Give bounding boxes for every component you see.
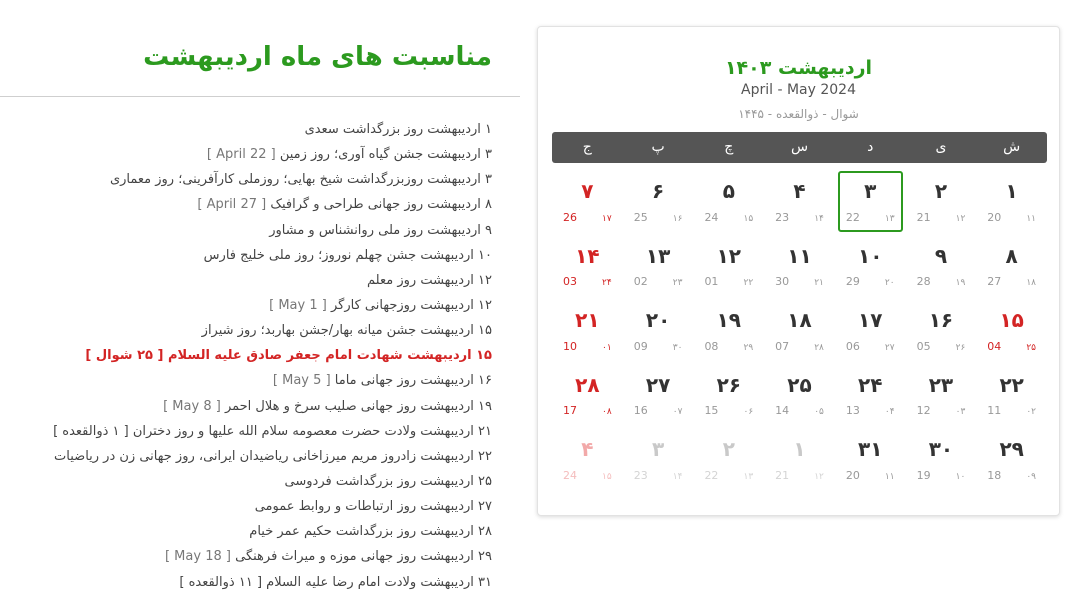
- event-text: ۱۲ اردیبهشت روز معلم: [367, 272, 492, 288]
- day-number: ۱۸: [787, 308, 812, 332]
- day-hijri: ۲۳: [672, 278, 683, 288]
- day-gregorian: 30: [775, 275, 790, 288]
- day-cell[interactable]: [696, 300, 761, 361]
- event-item: [12, 243, 492, 268]
- event-text: ۲۵ اردیبهشت روز بزرگداشت فردوسی: [284, 473, 492, 489]
- weekday-label: د: [867, 139, 874, 155]
- day-number: ۲: [722, 437, 735, 461]
- day-cell[interactable]: [626, 365, 691, 426]
- calendar-title: اردیبهشت ۱۴۰۳: [724, 57, 873, 79]
- event-item: [12, 368, 492, 393]
- event-item: [12, 192, 492, 217]
- event-text: ۲۱ اردیبهشت ولادت حضرت معصومه سلام الله علیها و روز دختران [ ۱ ذوالقعده ]: [53, 423, 492, 439]
- event-item: [12, 167, 492, 192]
- day-cell[interactable]: [696, 365, 761, 426]
- event-item: [12, 469, 492, 494]
- day-hijri: ۰۹: [1026, 471, 1036, 482]
- day-number: ۱۹: [716, 308, 741, 332]
- day-gregorian: 08: [704, 339, 719, 353]
- day-gregorian: 07: [775, 339, 790, 353]
- day-cell[interactable]: [696, 429, 761, 490]
- day-gregorian: 21: [775, 468, 790, 482]
- day-hijri: ۱۸: [1026, 278, 1036, 288]
- day-hijri: ۱۵: [743, 213, 754, 224]
- day-gregorian: 27: [987, 275, 1002, 288]
- weekday-label: ج: [582, 139, 592, 155]
- event-text: ۱۹ اردیبهشت روز جهانی صلیب سرخ و هلال احمر: [224, 398, 492, 414]
- day-hijri: ۱۲: [814, 471, 824, 482]
- day-number: ۲۷: [645, 372, 671, 397]
- day-cell[interactable]: [979, 429, 1044, 490]
- day-number: ۸: [1005, 243, 1018, 268]
- event-item: [12, 444, 492, 469]
- event-text: ۱۵ اردیبهشت جشن میانه بهار/جشن بهاربد؛ روز شیراز: [201, 323, 492, 339]
- day-gregorian: 23: [633, 468, 648, 482]
- day-gregorian: 17: [563, 404, 577, 417]
- day-cell[interactable]: [555, 429, 620, 490]
- day-cell[interactable]: [979, 171, 1044, 232]
- day-hijri: ۱۳: [743, 471, 754, 482]
- event-item: [12, 570, 492, 595]
- day-cell[interactable]: [767, 429, 832, 490]
- day-gregorian: 10: [563, 339, 577, 353]
- day-number: ۱۷: [858, 308, 883, 332]
- day-gregorian: 14: [775, 404, 790, 417]
- day-gregorian: 23: [775, 210, 790, 224]
- event-item: [12, 394, 492, 419]
- day-hijri: ۲۱: [814, 278, 824, 288]
- day-number: ۲: [934, 179, 948, 203]
- day-number: ۱۵: [999, 308, 1024, 332]
- day-cell[interactable]: [555, 300, 620, 361]
- day-hijri: ۰۵: [814, 407, 824, 417]
- event-text: ۱۰ اردیبهشت جشن چهلم نوروز؛ روز ملی خلیج فارس: [203, 247, 492, 263]
- day-gregorian: 22: [704, 468, 719, 482]
- day-number: ۵: [722, 179, 735, 203]
- event-text: ۳ اردیبهشت روزبزرگداشت شیخ بهایی؛ روزملی کارآفرینی؛ روز معماری: [109, 172, 492, 188]
- day-gregorian: 22: [845, 210, 860, 224]
- day-cell[interactable]: [909, 236, 974, 297]
- event-text: ۱۵ اردیبهشت شهادت امام جعفر صادق علیه السلام [ ۲۵ شوال ]: [85, 348, 492, 364]
- event-text: ۹ اردیبهشت روز ملی روانشناس و مشاور: [269, 222, 492, 238]
- weekday-label: ی: [935, 139, 947, 155]
- day-hijri: ۲۷: [884, 342, 895, 353]
- event-item: [12, 419, 492, 444]
- day-cell[interactable]: [555, 236, 620, 297]
- day-gregorian: 09: [633, 339, 648, 353]
- day-hijri: ۲۵: [1026, 342, 1036, 353]
- day-number: ۶: [651, 179, 665, 203]
- calendar-grid: [552, 171, 1047, 494]
- weekday-header: [552, 132, 1047, 163]
- weekday-label: س: [790, 139, 809, 155]
- event-text: ۲۲ اردیبهشت زادروز مریم میرزاخانی ریاضیدان ایرانی، روز جهانی زن در ریاضیات: [54, 448, 492, 464]
- title-divider: [0, 96, 520, 97]
- day-number: ۲۱: [575, 308, 600, 332]
- event-text: ۳ اردیبهشت جشن گیاه آوری؛ روز زمین: [279, 147, 492, 163]
- day-number: ۳۰: [928, 437, 954, 461]
- day-gregorian: 21: [916, 210, 931, 224]
- day-hijri: ۱۱: [884, 471, 895, 482]
- day-number: ۱: [793, 437, 806, 461]
- day-number: ۱۰: [858, 243, 883, 268]
- event-item: [12, 293, 492, 318]
- day-hijri: ۰۲: [1026, 407, 1036, 417]
- day-hijri: ۲۸: [814, 342, 824, 353]
- day-hijri: ۱۵: [602, 471, 612, 482]
- day-cell[interactable]: [838, 236, 903, 297]
- event-item: [12, 494, 492, 519]
- event-gregorian-date: [ 22 April ]: [206, 147, 276, 163]
- day-number: ۷: [581, 179, 594, 203]
- day-gregorian: 24: [563, 468, 577, 482]
- event-gregorian-date: [ 8 May ]: [163, 398, 221, 414]
- day-cell[interactable]: [626, 236, 691, 297]
- day-number: ۲۸: [575, 372, 600, 397]
- day-cell[interactable]: [767, 300, 832, 361]
- day-gregorian: 26: [563, 210, 577, 224]
- day-gregorian: 18: [987, 468, 1002, 482]
- day-gregorian: 12: [916, 404, 931, 417]
- weekday-label: ش: [1003, 139, 1021, 155]
- day-hijri: ۲۶: [955, 342, 966, 353]
- day-cell[interactable]: [909, 365, 974, 426]
- day-number: ۱۶: [928, 308, 954, 332]
- day-gregorian: 13: [845, 404, 860, 417]
- day-number: ۴: [581, 437, 594, 461]
- day-cell[interactable]: [979, 236, 1044, 297]
- day-number: ۹: [934, 243, 948, 268]
- day-hijri: ۲۴: [602, 278, 612, 288]
- event-item: [12, 343, 492, 368]
- day-cell[interactable]: [909, 429, 974, 490]
- day-gregorian: 11: [987, 404, 1002, 417]
- day-gregorian: 01: [704, 275, 719, 288]
- day-number: ۱۴: [575, 243, 600, 268]
- day-hijri: ۲۹: [743, 342, 754, 353]
- day-hijri: ۰۱: [602, 342, 612, 353]
- day-cell-today[interactable]: [838, 171, 903, 232]
- day-number: ۲۵: [787, 372, 812, 397]
- event-gregorian-date: [ 5 May ]: [272, 373, 331, 389]
- event-item: [12, 218, 492, 243]
- day-number: ۳۱: [858, 437, 883, 461]
- events-panel: [0, 0, 520, 599]
- day-cell[interactable]: [979, 300, 1044, 361]
- day-hijri: ۰۳: [955, 407, 966, 417]
- event-item: [12, 519, 492, 544]
- day-cell[interactable]: [767, 236, 832, 297]
- event-gregorian-date: [ 1 May ]: [269, 297, 327, 313]
- event-text: ۲۹ اردیبهشت روز جهانی موزه و میراث فرهنگی: [235, 549, 492, 565]
- day-cell[interactable]: [909, 171, 974, 232]
- day-number: ۲۴: [858, 372, 883, 397]
- day-cell[interactable]: [979, 365, 1044, 426]
- day-hijri: ۰۸: [602, 407, 612, 417]
- day-cell[interactable]: [696, 171, 761, 232]
- day-number: ۲۰: [645, 308, 671, 332]
- day-hijri: ۳۰: [672, 342, 683, 353]
- day-gregorian: 29: [845, 275, 860, 288]
- day-number: ۲۹: [999, 437, 1024, 461]
- event-item: [12, 318, 492, 343]
- day-number: ۱۲: [716, 243, 741, 268]
- event-text: ۱۶ اردیبهشت روز جهانی ماما: [334, 373, 492, 389]
- weekday-label: چ: [724, 139, 734, 155]
- day-cell[interactable]: [909, 300, 974, 361]
- day-hijri: ۱۶: [672, 213, 683, 224]
- event-text: ۲۸ اردیبهشت روز بزرگداشت حکیم عمر خیام: [249, 524, 492, 540]
- day-cell[interactable]: [838, 365, 903, 426]
- day-cell[interactable]: [555, 365, 620, 426]
- event-item: [12, 268, 492, 293]
- day-gregorian: 06: [845, 339, 860, 353]
- day-hijri: ۲۲: [743, 278, 754, 288]
- day-gregorian: 25: [633, 210, 648, 224]
- day-hijri: ۱۱: [1026, 213, 1036, 224]
- day-cell[interactable]: [838, 300, 903, 361]
- day-hijri: ۱۹: [955, 278, 966, 288]
- day-gregorian: 28: [916, 275, 931, 288]
- event-text: ۱۲ اردیبهشت روزجهانی کارگر: [330, 297, 492, 313]
- day-gregorian: 19: [916, 468, 931, 482]
- events-list: [12, 117, 492, 595]
- day-hijri: ۱۰: [955, 471, 966, 482]
- day-hijri: ۱۲: [955, 213, 966, 224]
- day-hijri: ۱۴: [814, 213, 824, 224]
- day-gregorian: 16: [633, 404, 648, 417]
- day-number: ۳: [651, 437, 665, 461]
- day-gregorian: 03: [563, 275, 577, 288]
- day-number: ۱۳: [645, 243, 671, 268]
- day-hijri: ۱۴: [672, 471, 683, 482]
- event-gregorian-date: [ 18 May ]: [164, 549, 231, 565]
- event-text: ۳۱ اردیبهشت ولادت امام رضا علیه السلام [ ۱۱ ذوالقعده ]: [179, 574, 492, 590]
- calendar-gregorian-range: April - May 2024: [741, 82, 856, 98]
- event-item: [12, 544, 492, 569]
- day-gregorian: 02: [633, 275, 648, 288]
- day-gregorian: 20: [845, 468, 860, 482]
- calendar-hijri-range: شوال - ذوالقعده - ۱۴۴۵: [738, 107, 859, 121]
- day-gregorian: 24: [704, 210, 719, 224]
- event-text: ۱ اردیبهشت روز بزرگداشت سعدی: [304, 122, 492, 137]
- day-cell[interactable]: [626, 171, 691, 232]
- day-cell[interactable]: [767, 171, 832, 232]
- event-item: [12, 117, 492, 142]
- day-gregorian: 15: [704, 404, 719, 417]
- event-gregorian-date: [ 27 April ]: [197, 197, 267, 213]
- day-hijri: ۰۶: [743, 407, 754, 417]
- event-text: ۲۷ اردیبهشت روز ارتباطات و روابط عمومی: [254, 499, 492, 515]
- events-title: مناسبت های ماه اردیبهشت: [143, 42, 492, 72]
- day-cell[interactable]: [626, 300, 691, 361]
- day-hijri: ۰۷: [672, 407, 683, 417]
- day-number: ۲۲: [999, 372, 1024, 397]
- calendar-card: [537, 26, 1060, 516]
- day-cell[interactable]: [838, 429, 903, 490]
- day-gregorian: 04: [987, 339, 1002, 353]
- day-cell[interactable]: [555, 171, 620, 232]
- day-cell[interactable]: [767, 365, 832, 426]
- event-item: [12, 142, 492, 167]
- weekday-label: پ: [651, 139, 665, 155]
- day-number: ۱۱: [787, 243, 812, 268]
- day-cell[interactable]: [626, 429, 691, 490]
- day-hijri: ۰۴: [884, 407, 895, 417]
- day-number: ۴: [793, 179, 806, 203]
- day-hijri: ۱۷: [602, 213, 612, 224]
- day-gregorian: 20: [987, 210, 1002, 224]
- day-number: ۲۶: [716, 372, 741, 397]
- day-number: ۲۳: [928, 372, 954, 397]
- day-number: ۱: [1005, 179, 1018, 203]
- event-text: ۸ اردیبهشت روز جهانی طراحی و گرافیک: [270, 197, 492, 213]
- day-hijri: ۲۰: [884, 278, 895, 288]
- day-gregorian: 05: [916, 339, 931, 353]
- day-hijri: ۱۳: [884, 213, 895, 224]
- day-cell[interactable]: [696, 236, 761, 297]
- day-number: ۳: [864, 179, 877, 203]
